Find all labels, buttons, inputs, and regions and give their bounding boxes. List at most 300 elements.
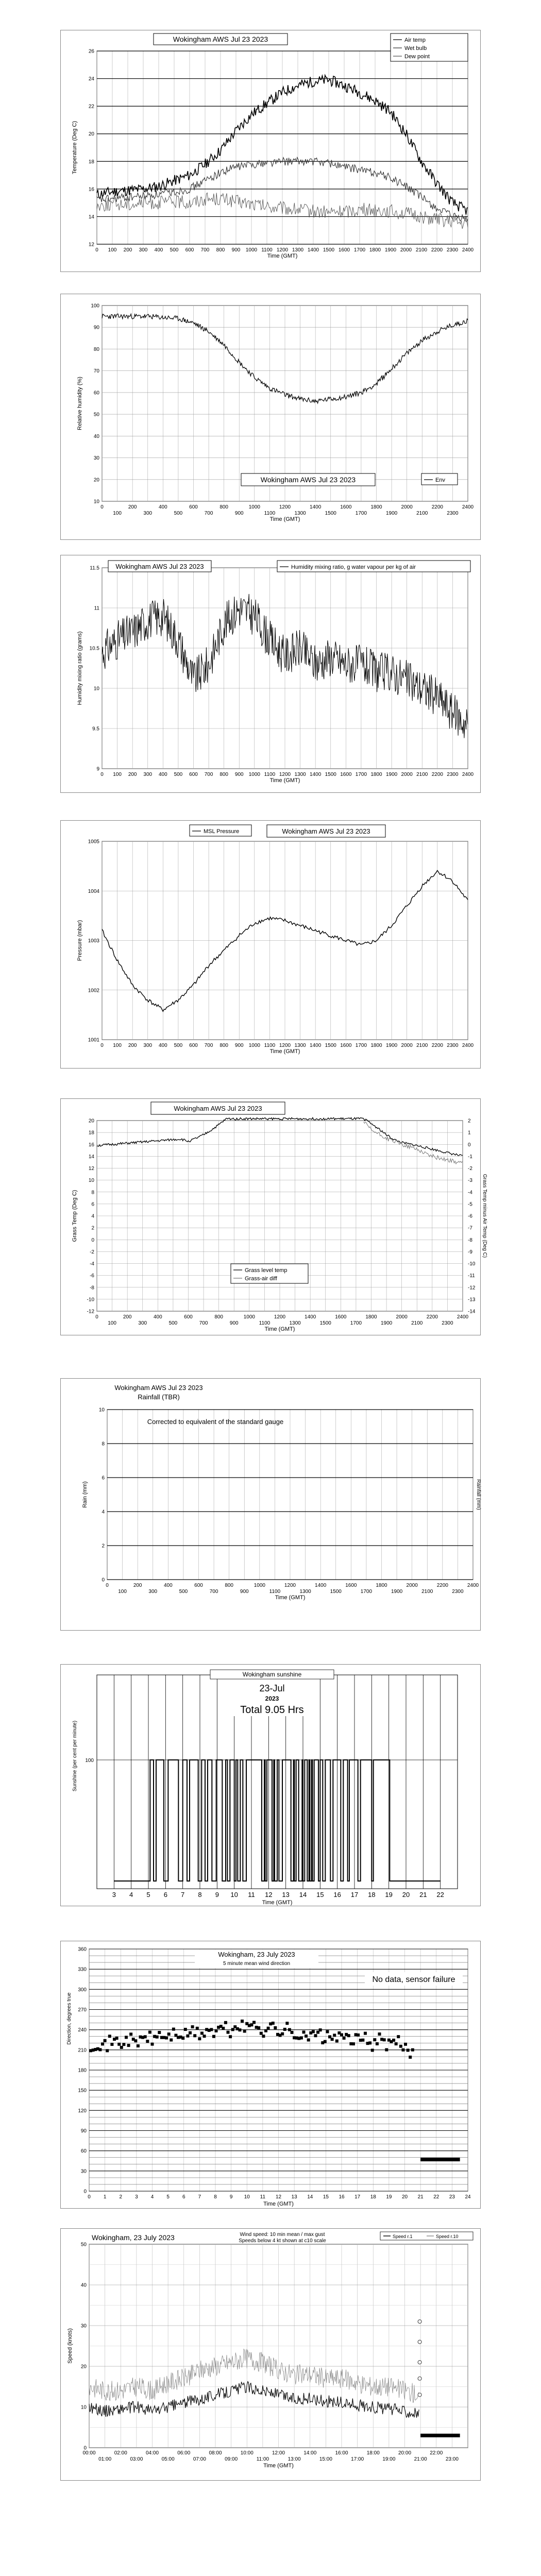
y-tick-label: 100 — [85, 1758, 94, 1764]
data-point — [378, 2032, 381, 2036]
y-tick-label: 300 — [78, 1987, 87, 1993]
data-point — [305, 2035, 308, 2038]
x-axis-label: Time (GMT) — [263, 2463, 294, 2469]
x-tick-label: 9 — [229, 2194, 233, 2200]
x-tick-label: 1700 — [360, 1589, 373, 1595]
data-point — [224, 2021, 227, 2024]
y2-tick-label: -10 — [468, 1261, 476, 1267]
x-tick-label: 2000 — [401, 772, 413, 777]
y-tick-label: 40 — [80, 2282, 87, 2289]
data-point — [129, 2032, 132, 2036]
x-tick-label: 900 — [234, 1043, 244, 1048]
y-axis-label: Relative humidity (%) — [77, 377, 83, 430]
data-point — [137, 2044, 140, 2047]
data-point — [158, 2031, 161, 2034]
x-tick-label: 300 — [143, 772, 153, 777]
y-tick-label: 9.5 — [92, 726, 99, 732]
x-tick-label: 2400 — [467, 1583, 479, 1588]
x-axis-label: Time (GMT) — [262, 1900, 293, 1906]
data-point — [283, 2028, 286, 2031]
x-tick-label: 2200 — [431, 1043, 443, 1048]
y2-axis-label: Grass Temp minus Air Temp (Deg C) — [482, 1174, 487, 1258]
x-tick-label: 200 — [123, 1314, 132, 1320]
y-tick-label: 120 — [78, 2108, 87, 2114]
gust-marker — [418, 2377, 421, 2380]
x-tick-label: 1700 — [355, 772, 367, 777]
data-point — [274, 2026, 277, 2029]
x-tick-label: 2100 — [411, 1320, 423, 1326]
x-tick-label: 1000 — [243, 1314, 255, 1320]
x-tick-label: 2000 — [400, 247, 412, 253]
y2-tick-label: -7 — [468, 1225, 472, 1231]
x-tick-label: 2100 — [416, 511, 428, 516]
y2-tick-label: 1 — [468, 1130, 471, 1136]
data-point — [167, 2032, 171, 2036]
y-tick-label: 2 — [91, 1225, 94, 1231]
data-point — [368, 2041, 371, 2044]
y-axis-label: Direction, degrees true — [66, 1992, 72, 2045]
x-tick-label: 22 — [436, 1891, 444, 1899]
y-tick-label: 0 — [83, 2445, 87, 2451]
y2-tick-label: -5 — [468, 1201, 472, 1208]
pressure-chart-panel — [60, 820, 481, 1069]
x-tick-label: 1800 — [376, 1583, 387, 1588]
x-tick-label: 2400 — [462, 504, 474, 510]
y-axis-label: Humidity mixing ratio (grams) — [77, 631, 83, 705]
x-tick-label: 1500 — [330, 1589, 342, 1595]
x-axis-label: Time (GMT) — [264, 1326, 295, 1332]
y2-tick-label: -1 — [468, 1154, 472, 1160]
data-point — [181, 2037, 184, 2040]
x-tick-label: 1800 — [370, 1043, 382, 1048]
x-tick-label: 800 — [219, 772, 229, 777]
y2-tick-label: -2 — [468, 1166, 472, 1172]
x-tick-label: 05:00 — [161, 2456, 175, 2462]
x-tick-label: 01:00 — [98, 2456, 112, 2462]
x-axis-label: Time (GMT) — [263, 2201, 294, 2207]
x-tick-label: 700 — [200, 247, 210, 253]
y-tick-label: 10 — [80, 2404, 87, 2411]
data-point — [200, 2031, 204, 2035]
data-point — [395, 2042, 398, 2045]
y-axis-label: Speed (knots) — [67, 2328, 73, 2364]
x-tick-label: 17 — [350, 1891, 359, 1899]
data-point — [212, 2035, 215, 2038]
x-tick-label: 300 — [138, 1320, 147, 1326]
data-point — [407, 2048, 410, 2052]
data-point — [333, 2033, 336, 2037]
legend-label: Speed r.1 — [393, 2234, 413, 2239]
x-tick-label: 19 — [385, 1891, 393, 1899]
data-point — [98, 2048, 102, 2051]
x-tick-label: 1200 — [284, 1583, 296, 1588]
x-tick-label: 1700 — [355, 511, 367, 516]
x-tick-label: 15 — [323, 2194, 329, 2200]
x-tick-label: 0 — [95, 1314, 98, 1320]
y-tick-label: 60 — [80, 2148, 87, 2155]
x-tick-label: 1500 — [323, 247, 335, 253]
x-tick-label: 11 — [260, 2194, 266, 2200]
data-point — [227, 2031, 230, 2034]
x-tick-label: 0 — [95, 247, 98, 253]
x-tick-label: 0 — [88, 2194, 91, 2200]
x-tick-label: 2300 — [447, 511, 459, 516]
x-tick-label: 18 — [370, 2194, 376, 2200]
data-point — [343, 2037, 346, 2040]
y-tick-label: 30 — [93, 455, 99, 462]
x-tick-label: 21 — [417, 2194, 424, 2200]
x-tick-label: 06:00 — [177, 2450, 191, 2456]
x-tick-label: 2100 — [416, 772, 428, 777]
x-tick-label: 0 — [100, 1043, 104, 1048]
x-tick-label: 1600 — [345, 1583, 357, 1588]
x-tick-label: 20 — [401, 2194, 408, 2200]
x-tick-label: 11:00 — [256, 2456, 269, 2462]
x-tick-label: 700 — [204, 1043, 213, 1048]
x-tick-label: 600 — [184, 1314, 193, 1320]
y-tick-label: -2 — [90, 1249, 94, 1255]
x-tick-label: 1000 — [245, 247, 258, 253]
y-tick-label: 90 — [80, 2128, 87, 2134]
x-tick-label: 1 — [103, 2194, 107, 2200]
data-point — [385, 2048, 388, 2052]
data-point — [125, 2036, 128, 2039]
x-tick-label: 13 — [282, 1891, 290, 1899]
x-tick-label: 13:00 — [288, 2456, 301, 2462]
y2-tick-label: -12 — [468, 1285, 476, 1291]
x-tick-label: 24 — [465, 2194, 471, 2200]
data-point — [210, 2028, 213, 2031]
x-tick-label: 100 — [113, 1043, 122, 1048]
x-tick-label: 6 — [182, 2194, 185, 2200]
x-tick-label: 15:00 — [319, 2456, 332, 2462]
gust-marker — [418, 2361, 421, 2364]
y-tick-label: 10.5 — [89, 646, 99, 652]
rainfall-chart-panel — [60, 1378, 481, 1631]
x-tick-label: 16 — [339, 2194, 345, 2200]
x-tick-label: 800 — [219, 1043, 229, 1048]
data-point — [115, 2037, 119, 2040]
data-point — [404, 2043, 407, 2046]
data-point — [411, 2048, 414, 2052]
chart-total: Total 9.05 Hrs — [240, 1704, 304, 1716]
x-tick-label: 10:00 — [240, 2450, 253, 2456]
data-point — [326, 2030, 329, 2033]
legend-label: Speed r.10 — [436, 2234, 459, 2239]
x-tick-label: 1200 — [279, 1043, 291, 1048]
data-point — [144, 2035, 147, 2038]
data-point — [127, 2044, 130, 2047]
x-tick-label: 2000 — [401, 1043, 413, 1048]
x-tick-label: 1900 — [384, 247, 397, 253]
x-tick-label: 200 — [123, 247, 132, 253]
x-tick-label: 1400 — [310, 1043, 322, 1048]
sunshine-chart — [61, 1665, 480, 1905]
pressure-chart — [61, 821, 480, 1067]
x-tick-label: 1500 — [325, 1043, 336, 1048]
x-tick-label: 1100 — [259, 1320, 270, 1326]
y-tick-label: 30 — [80, 2323, 87, 2329]
x-axis-label: Time (GMT) — [275, 1595, 306, 1601]
temperature-chart-panel — [60, 30, 481, 272]
y-tick-label: 1002 — [88, 988, 99, 994]
x-tick-label: 1900 — [385, 511, 398, 516]
data-point — [262, 2035, 265, 2038]
y-tick-label: 0 — [83, 2189, 87, 2195]
x-tick-label: 1300 — [294, 511, 306, 516]
x-tick-label: 1200 — [279, 504, 291, 510]
data-point — [257, 2026, 260, 2029]
grass-temp-chart — [61, 1099, 487, 1334]
y-tick-label: 330 — [78, 1967, 87, 1973]
x-tick-label: 1100 — [269, 1589, 281, 1595]
y-tick-label: -8 — [90, 1285, 94, 1291]
y-tick-label: 22 — [88, 104, 94, 110]
data-point — [364, 2032, 367, 2035]
x-tick-label: 00:00 — [82, 2450, 96, 2456]
x-tick-label: 400 — [158, 1043, 167, 1048]
y-tick-label: 11.5 — [90, 565, 99, 571]
legend-label: MSL Pressure — [204, 828, 240, 835]
x-tick-label: 1000 — [248, 504, 260, 510]
y-tick-label: 12 — [88, 242, 94, 248]
x-tick-label: 700 — [204, 772, 213, 777]
x-tick-label: 07:00 — [193, 2456, 206, 2462]
y2-tick-label: -13 — [468, 1297, 476, 1303]
x-tick-label: 2400 — [462, 1043, 474, 1048]
y2-tick-label: -8 — [468, 1237, 472, 1243]
x-tick-label: 1000 — [248, 772, 260, 777]
x-tick-label: 200 — [128, 772, 137, 777]
data-point — [252, 2021, 256, 2024]
x-tick-label: 2000 — [406, 1583, 418, 1588]
x-tick-label: 100 — [113, 772, 122, 777]
x-tick-label: 03:00 — [130, 2456, 143, 2462]
x-tick-label: 1300 — [294, 1043, 306, 1048]
data-point — [203, 2035, 206, 2038]
y-tick-label: -12 — [87, 1309, 94, 1315]
y-tick-label: 180 — [78, 2067, 87, 2074]
data-point — [170, 2039, 173, 2042]
x-axis-label: Time (GMT) — [269, 516, 300, 522]
x-tick-label: 1800 — [369, 247, 381, 253]
legend-label: Humidity mixing ratio, g water vapour per kg of air — [291, 564, 416, 570]
x-tick-label: 200 — [128, 504, 137, 510]
x-tick-label: 17:00 — [351, 2456, 364, 2462]
x-tick-label: 800 — [214, 1314, 224, 1320]
y-tick-label: 12 — [88, 1166, 94, 1172]
x-tick-label: 2400 — [457, 1314, 469, 1320]
data-point — [312, 2030, 315, 2033]
x-tick-label: 19 — [386, 2194, 392, 2200]
data-point — [120, 2046, 123, 2049]
x-tick-label: 5 — [146, 1891, 150, 1899]
data-point — [383, 2038, 386, 2041]
data-point — [231, 2028, 234, 2031]
data-point — [288, 2028, 291, 2031]
data-point — [106, 2049, 109, 2052]
x-tick-label: 400 — [154, 247, 163, 253]
x-tick-label: 300 — [143, 511, 153, 516]
x-tick-label: 1100 — [264, 772, 276, 777]
x-tick-label: 700 — [204, 511, 213, 516]
x-tick-label: 10 — [230, 1891, 238, 1899]
x-tick-label: 500 — [174, 772, 183, 777]
y-tick-label: 150 — [78, 2088, 87, 2094]
y-tick-label: 20 — [93, 477, 99, 483]
x-tick-label: 04:00 — [145, 2450, 159, 2456]
x-axis-label: Time (GMT) — [267, 253, 298, 259]
x-tick-label: 2300 — [447, 1043, 459, 1048]
humidity-chart — [61, 294, 480, 539]
chart-title: Wokingham AWS Jul 23 2023 — [174, 1105, 262, 1112]
x-tick-label: 1400 — [307, 247, 319, 253]
x-tick-label: 600 — [189, 1043, 198, 1048]
x-tick-label: 300 — [139, 247, 148, 253]
chart-annotation: Corrected to equivalent of the standard gauge — [147, 1418, 284, 1426]
data-point — [272, 2022, 275, 2025]
x-tick-label: 3 — [112, 1891, 116, 1899]
x-axis-label: Time (GMT) — [269, 777, 300, 784]
x-tick-label: 600 — [189, 772, 198, 777]
y-tick-label: 100 — [91, 303, 99, 309]
x-tick-label: 18 — [368, 1891, 376, 1899]
data-point — [397, 2035, 400, 2038]
x-tick-label: 2300 — [452, 1589, 464, 1595]
x-tick-label: 21:00 — [414, 2456, 427, 2462]
x-tick-label: 1800 — [370, 504, 382, 510]
y-tick-label: 0 — [91, 1237, 94, 1243]
x-tick-label: 4 — [129, 1891, 133, 1899]
data-point — [291, 2031, 294, 2034]
y-axis-label: Temperature (Deg C) — [72, 121, 78, 175]
x-tick-label: 900 — [234, 511, 244, 516]
x-tick-label: 13 — [291, 2194, 297, 2200]
y-axis-label: Grass Temp (Deg C) — [72, 1190, 78, 1242]
data-point — [196, 2027, 199, 2030]
chart-title: Wokingham sunshine — [242, 1671, 302, 1678]
grass-temp-chart-panel — [60, 1098, 487, 1335]
x-tick-label: 1400 — [310, 504, 322, 510]
x-tick-label: 1200 — [274, 1314, 286, 1320]
chart-title: Wokingham, 23 July 2023 — [92, 2233, 175, 2242]
y-tick-label: 1005 — [88, 839, 99, 845]
data-point — [243, 2030, 246, 2033]
x-tick-label: 2200 — [431, 772, 443, 777]
data-point — [193, 2034, 196, 2037]
chart-subtitle: 5 minute mean wind direction — [223, 1961, 291, 1967]
x-tick-label: 2000 — [396, 1314, 408, 1320]
y-tick-label: 24 — [88, 76, 94, 82]
y-tick-label: 1003 — [88, 938, 99, 944]
data-point — [186, 2035, 189, 2038]
y-tick-label: 16 — [88, 187, 94, 193]
chart-title: Wokingham AWS Jul 23 2023 — [115, 563, 204, 570]
y-tick-label: -10 — [87, 1297, 94, 1303]
x-tick-label: 1500 — [319, 1320, 331, 1326]
wind-direction-chart-panel — [60, 1941, 481, 2209]
x-tick-label: 200 — [128, 1043, 137, 1048]
y-tick-label: 30 — [80, 2168, 87, 2175]
x-tick-label: 200 — [133, 1583, 142, 1588]
x-axis-label: Time (GMT) — [269, 1048, 300, 1055]
x-tick-label: 800 — [225, 1583, 234, 1588]
data-point — [108, 2035, 111, 2038]
y-tick-label: 210 — [78, 2047, 87, 2054]
x-tick-label: 09:00 — [225, 2456, 238, 2462]
y-tick-label: -4 — [90, 1261, 94, 1267]
wind-speed-chart — [61, 2229, 480, 2480]
x-tick-label: 500 — [174, 1043, 183, 1048]
data-point — [229, 2035, 232, 2038]
y-tick-label: 10 — [93, 686, 99, 692]
y-tick-label: 0 — [102, 1577, 105, 1583]
x-tick-label: 600 — [185, 247, 194, 253]
y-tick-label: 11 — [94, 605, 99, 612]
x-tick-label: 23 — [449, 2194, 455, 2200]
x-tick-label: 20 — [402, 1891, 410, 1899]
x-tick-label: 2100 — [421, 1589, 433, 1595]
x-tick-label: 2200 — [436, 1583, 448, 1588]
data-point — [172, 2028, 175, 2031]
data-point — [399, 2045, 402, 2048]
x-tick-label: 17 — [354, 2194, 361, 2200]
x-tick-label: 12:00 — [272, 2450, 285, 2456]
x-tick-label: 1600 — [340, 1043, 352, 1048]
wind-speed-chart-panel — [60, 2228, 481, 2481]
y-tick-label: 2 — [102, 1543, 105, 1549]
x-tick-label: 400 — [153, 1314, 162, 1320]
chart-title: Wokingham AWS Jul 23 2023 — [260, 476, 356, 484]
x-tick-label: 16 — [333, 1891, 341, 1899]
x-tick-label: 2300 — [446, 247, 459, 253]
wind-direction-chart — [61, 1941, 480, 2208]
gust-marker — [418, 2320, 421, 2324]
x-tick-label: 15 — [316, 1891, 324, 1899]
y-tick-label: 20 — [88, 1118, 94, 1124]
x-tick-label: 500 — [179, 1589, 188, 1595]
y2-tick-label: -9 — [468, 1249, 472, 1255]
x-tick-label: 08:00 — [209, 2450, 222, 2456]
temperature-chart — [61, 30, 480, 271]
data-point — [134, 2039, 137, 2042]
y-tick-label: 360 — [78, 1946, 87, 1953]
x-tick-label: 1500 — [325, 511, 336, 516]
x-tick-label: 700 — [209, 1589, 218, 1595]
x-tick-label: 1400 — [310, 772, 322, 777]
data-point — [335, 2040, 339, 2043]
x-tick-label: 7 — [198, 2194, 201, 2200]
x-tick-label: 2 — [119, 2194, 123, 2200]
x-tick-label: 1900 — [385, 772, 398, 777]
y-tick-label: 240 — [78, 2027, 87, 2033]
y-tick-label: 9 — [96, 766, 99, 772]
data-point — [101, 2042, 104, 2045]
y-tick-label: 4 — [102, 1509, 105, 1515]
x-tick-label: 22:00 — [430, 2450, 443, 2456]
chart-year: 2023 — [265, 1695, 279, 1702]
legend-label: Wet bulb — [404, 45, 427, 52]
sunshine-chart-panel — [60, 1664, 481, 1906]
y-tick-label: 8 — [91, 1190, 94, 1196]
x-tick-label: 900 — [231, 247, 241, 253]
y-tick-label: 18 — [88, 1130, 94, 1136]
x-tick-label: 1100 — [264, 1043, 276, 1048]
x-tick-label: 21 — [419, 1891, 427, 1899]
x-tick-label: 1300 — [299, 1589, 311, 1595]
x-tick-label: 100 — [118, 1589, 127, 1595]
x-tick-label: 18:00 — [366, 2450, 380, 2456]
